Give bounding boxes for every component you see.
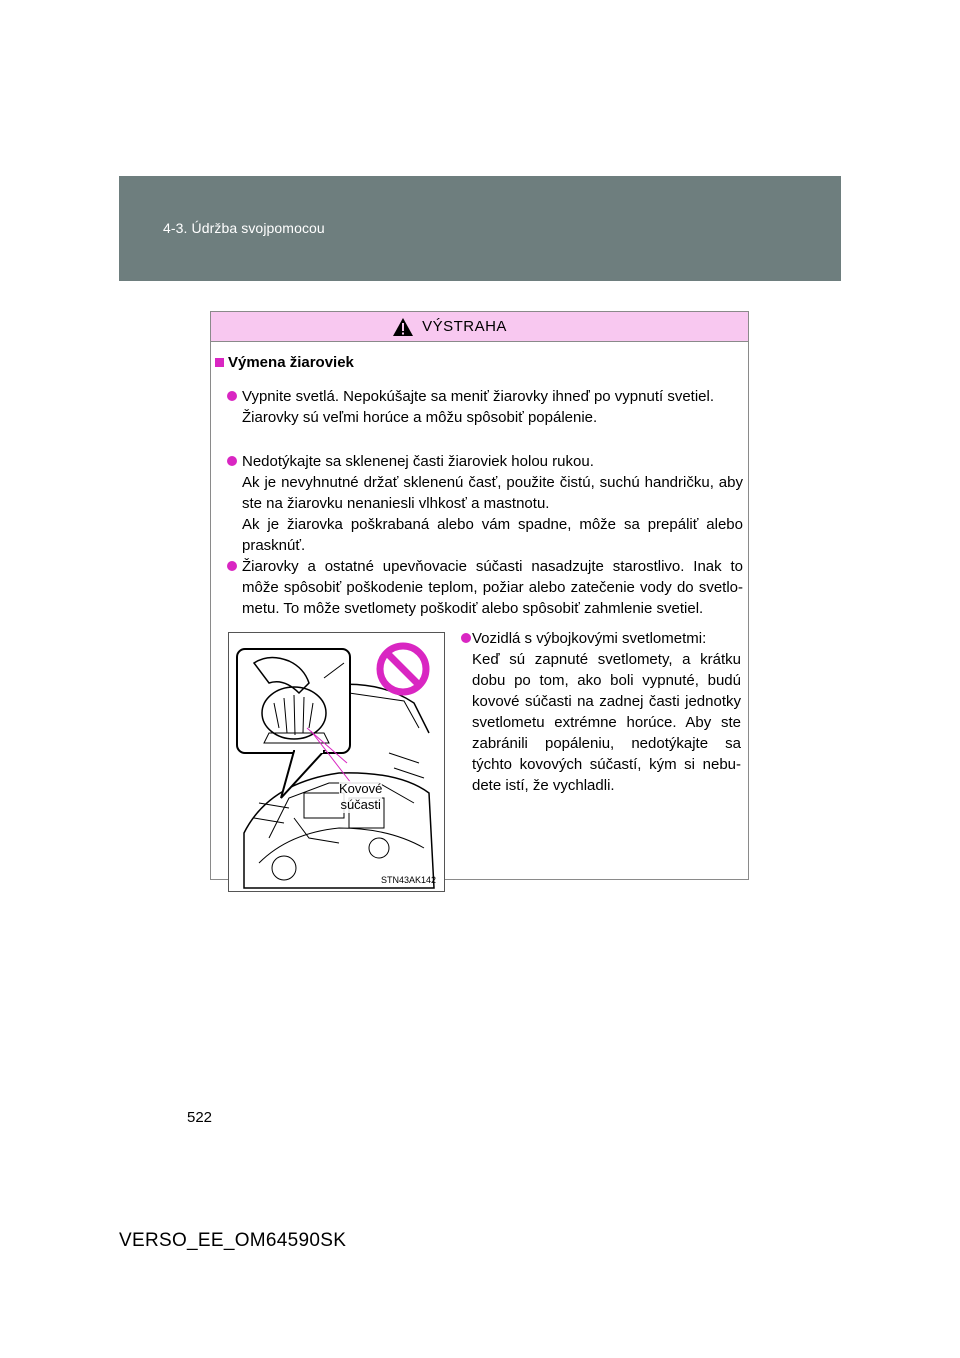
heading-text: Výmena žiaroviek [228,354,354,371]
bullet-line: ste na žiarovku nenaniesli vlhkosť a mastnotu. [242,495,550,512]
bullet-line: dete istí, že vychladli. [472,777,615,794]
bullet-dot-icon [227,561,237,571]
figure-code: STN43AK142 [380,875,436,885]
bullet-line: dobu po tom, ako boli vypnuté, budú [472,672,741,689]
bullet-line: prasknúť. [242,537,306,554]
warning-triangle-icon [392,317,414,337]
bullet-dot-icon [461,633,471,643]
bullet-line: Ak je žiarovka poškrabaná alebo vám spadne, môže sa prepáliť alebo [242,516,743,533]
bullet-item [461,628,741,796]
bullet-line: Žiarovky a ostatné upevňovacie súčasti nasadzujte starostlivo. Inak to [242,558,743,575]
section-title: 4-3. Údržba svojpomocou [163,220,325,236]
bullet-item [227,386,743,428]
square-bullet-icon [215,358,224,367]
section-heading [215,354,354,371]
document-code: VERSO_EE_OM64590SK [119,1230,347,1251]
bullet-line: Ak je nevyhnutné držať sklenenú časť, použite čistú, suchú handričku, aby [242,474,743,491]
page-number: 522 [187,1109,213,1126]
bullet-line: svetlometu extrémne horúce. Aby ste [472,714,741,731]
bullet-dot-icon [227,391,237,401]
bullet-line: kovové súčasti na zadnej časti jednotky [472,693,741,710]
bullet-dot-icon [227,456,237,466]
bullet-line: môže spôsobiť poškodenie teplom, požiar alebo zatečenie vody do svetlo- [242,579,743,596]
prohibition-icon [376,642,430,696]
warning-box [210,311,749,885]
bullet-line: týchto kovových súčastí, kým si nebu- [472,756,741,773]
bullet-line: Žiarovky sú veľmi horúce a môžu spôsobiť popálenie. [242,409,598,426]
metal-parts-label: Kovové súčasti [339,781,383,812]
bullet-line: Keď sú zapnuté svetlomety, a krátku [472,651,741,668]
bullet-line: metu. To môže svetlomety poškodiť alebo spôsobiť zahmlenie svetiel. [242,600,704,617]
bullet-line: zabránili popáleniu, nedotýkajte sa [472,735,741,752]
bullet-item [227,556,743,619]
section-header-band [119,176,841,281]
warning-title: VÝSTRAHA [422,318,507,335]
bullet-item [227,451,743,556]
warning-header [211,312,748,342]
bullet-line: Nedotýkajte sa sklenenej časti žiaroviek holou rukou. [242,453,594,470]
bullet-line: Vypnite svetlá. Nepokúšajte sa meniť žiarovky ihneď po vypnutí svetiel. [242,388,715,405]
bullet-line: Vozidlá s výbojkovými svetlometmi: [472,630,707,647]
